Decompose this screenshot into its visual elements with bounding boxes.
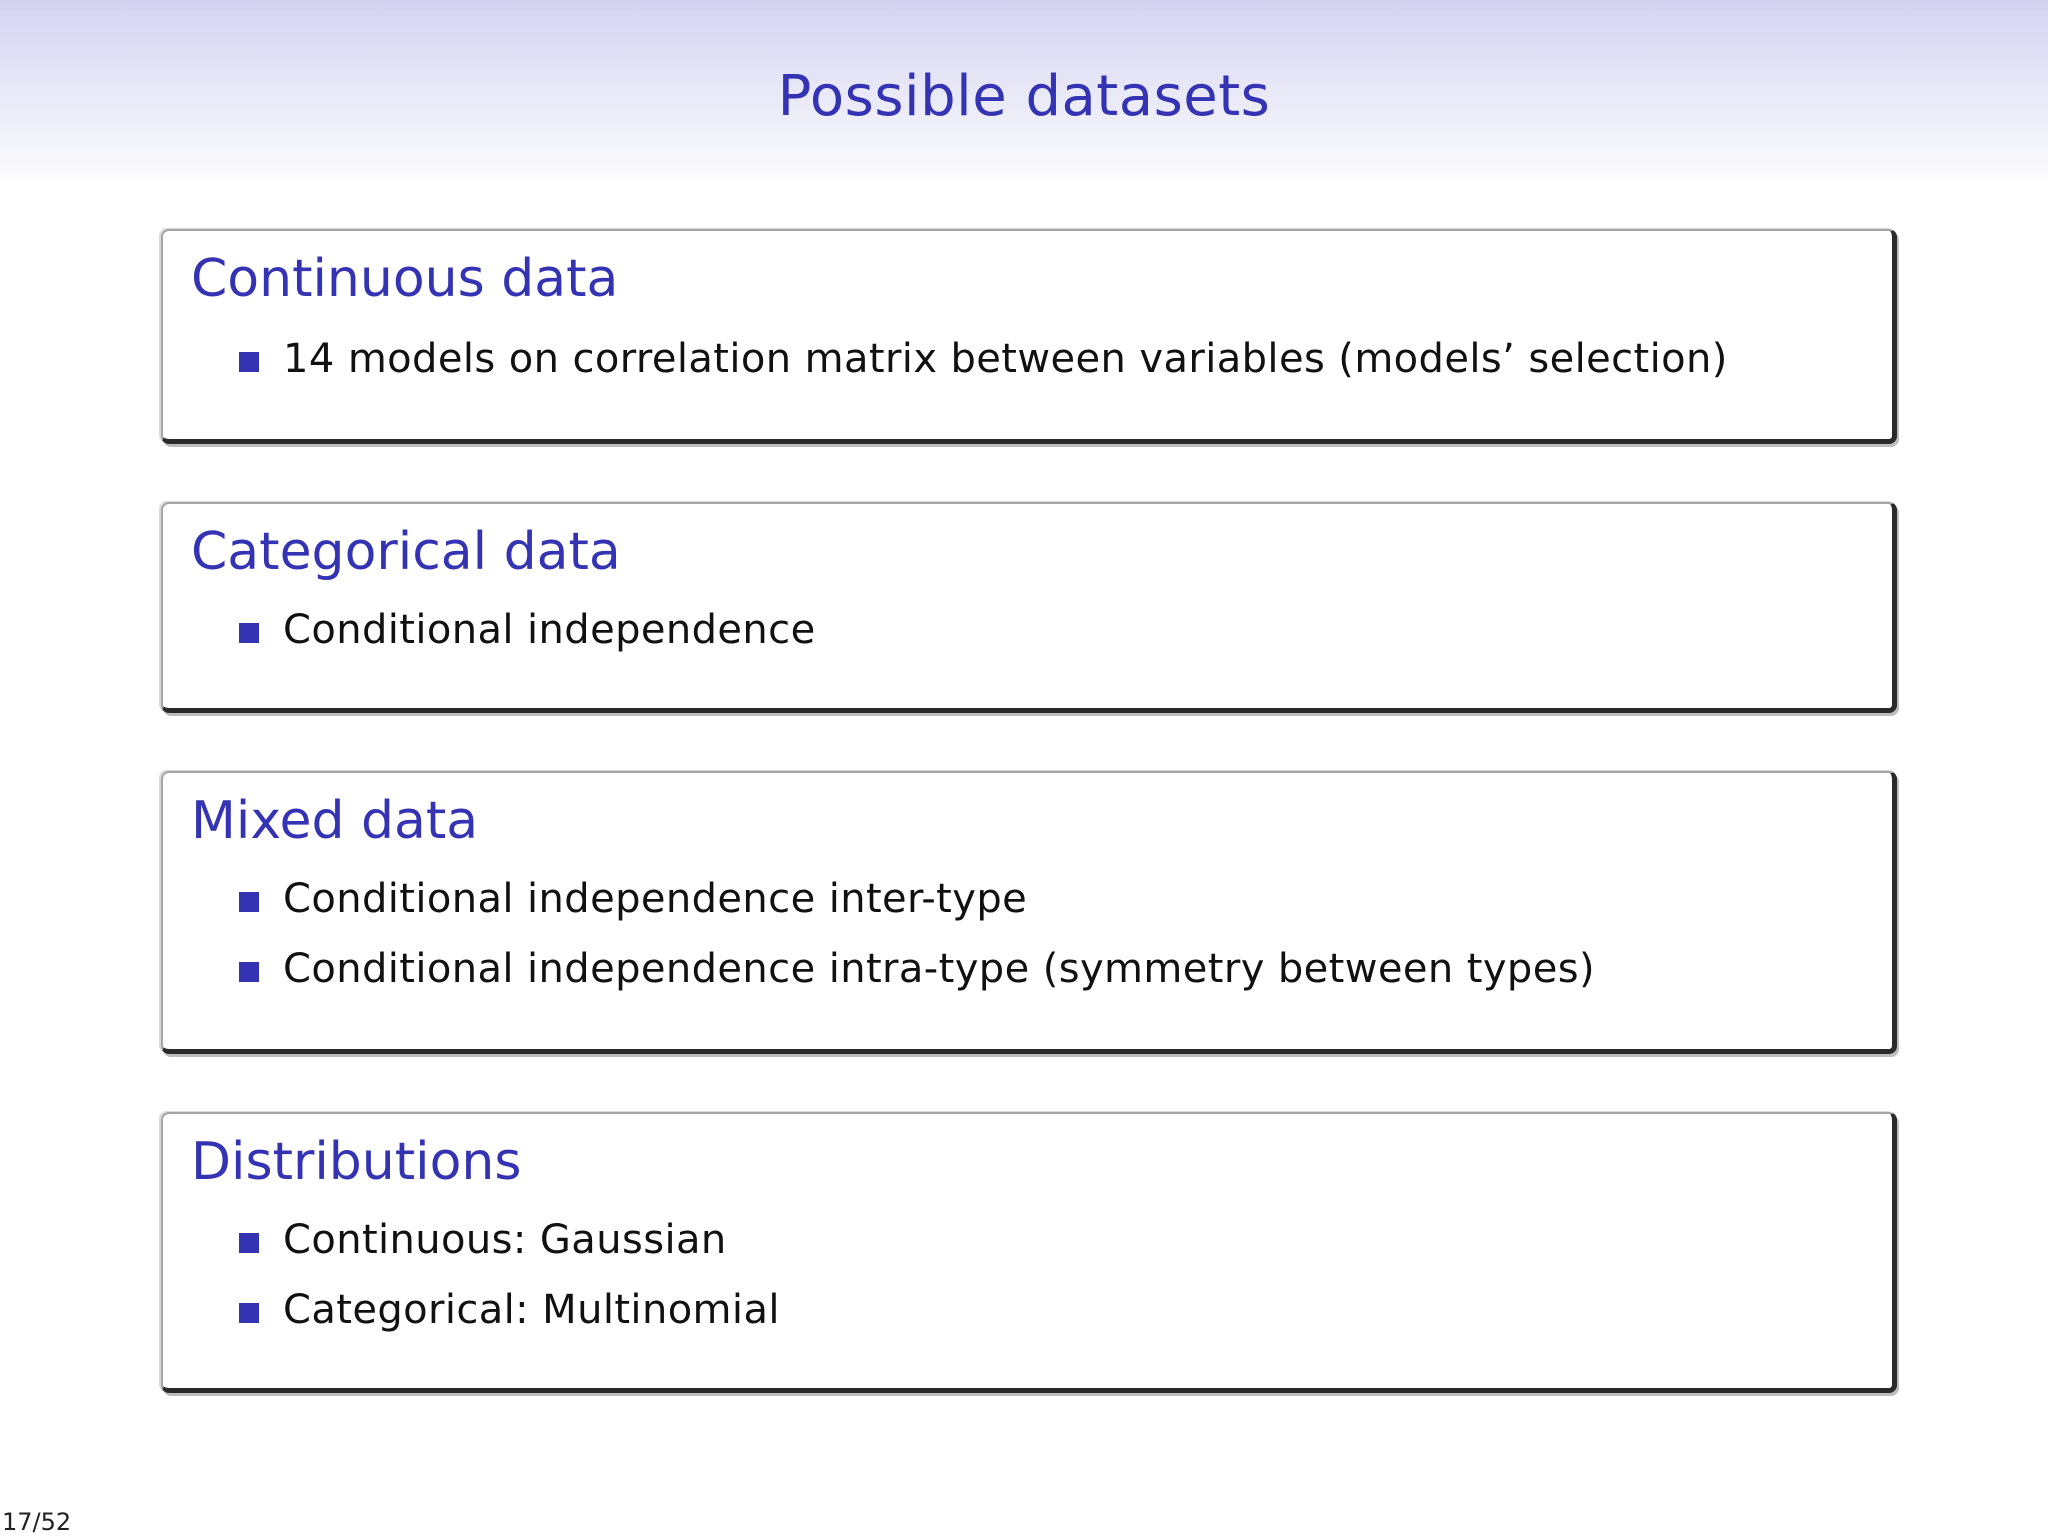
square-bullet-icon: [239, 623, 259, 643]
block-title: Categorical data: [191, 522, 621, 582]
block-mixed-data: [161, 771, 1897, 1054]
list-item-text: Conditional independence inter-type: [283, 876, 1028, 922]
slide-title: Possible datasets: [777, 64, 1271, 129]
block-distributions: [161, 1112, 1897, 1393]
block-categorical-data: [161, 502, 1897, 713]
square-bullet-icon: [239, 352, 259, 372]
list-item-text: Continuous: Gaussian: [283, 1217, 727, 1263]
list-item-text: 14 models on correlation matrix between variables (models’ selection): [283, 336, 1728, 382]
list-item-text: Conditional independence intra-type (symmetry between types): [283, 946, 1595, 992]
block-continuous-data: [161, 229, 1897, 444]
square-bullet-icon: [239, 962, 259, 982]
block-title: Mixed data: [191, 791, 479, 851]
block-title: Distributions: [191, 1132, 522, 1192]
square-bullet-icon: [239, 1303, 259, 1323]
page-number: 17/52: [2, 1508, 72, 1536]
list-item: [239, 871, 1027, 927]
list-item: [239, 1212, 727, 1268]
block-title: Continuous data: [191, 249, 619, 309]
list-item: [239, 602, 816, 658]
square-bullet-icon: [239, 1233, 259, 1253]
square-bullet-icon: [239, 892, 259, 912]
list-item-text: Conditional independence: [283, 607, 816, 653]
list-item: [239, 1282, 780, 1338]
list-item-text: Categorical: Multinomial: [283, 1287, 780, 1333]
list-item: [239, 331, 1728, 387]
list-item: [239, 941, 1595, 997]
